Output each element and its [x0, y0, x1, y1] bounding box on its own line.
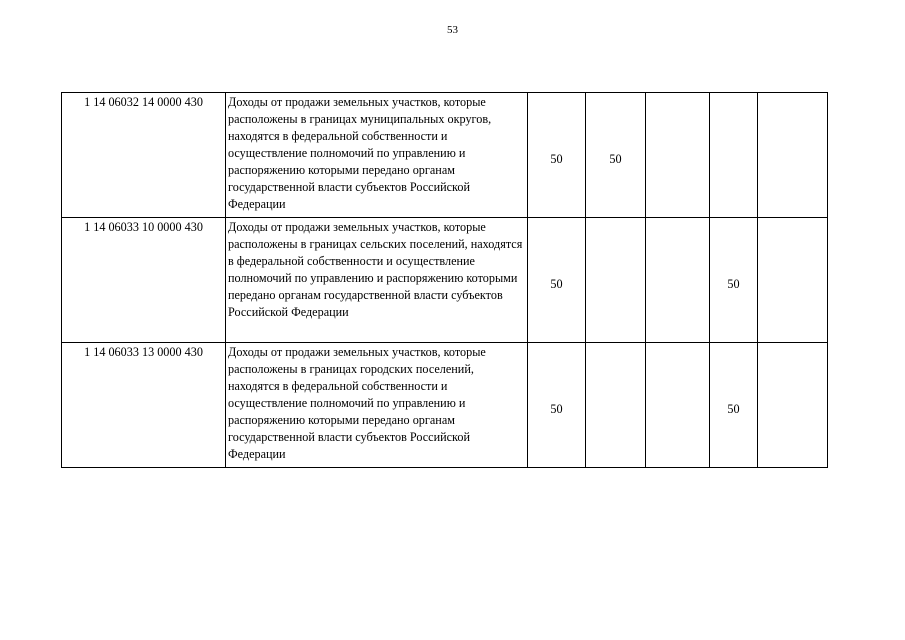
- value-cell-5: [758, 218, 828, 343]
- value-cell-5: [758, 343, 828, 468]
- value-cell-3: [646, 218, 710, 343]
- value-cell-4: 50: [710, 343, 758, 468]
- revenue-table: [61, 92, 828, 468]
- table-row: [62, 218, 828, 343]
- revenue-description-cell: Доходы от продажи земельных участков, которые расположены в границах муниципальных округов, находятся в федеральной собственности и осуществление полномочий по управлению и распоряжению которыми передано органам государственной власти субъектов Российской Федерации: [226, 93, 528, 218]
- value-cell-5: [758, 93, 828, 218]
- revenue-description-cell: Доходы от продажи земельных участков, которые расположены в границах городских поселений, находятся в федеральной собственности и осуществление полномочий по управлению и распоряжению которыми передано органам государственной власти субъектов Российской Федерации: [226, 343, 528, 468]
- value-cell-2: 50: [586, 93, 646, 218]
- value-cell-3: [646, 343, 710, 468]
- value-cell-2: [586, 343, 646, 468]
- revenue-code-cell: 1 14 06033 10 0000 430: [62, 218, 226, 343]
- page-number: 53: [447, 24, 458, 36]
- table-row: [62, 93, 828, 218]
- revenue-code-cell: 1 14 06032 14 0000 430: [62, 93, 226, 218]
- value-cell-4: [710, 93, 758, 218]
- value-cell-2: [586, 218, 646, 343]
- value-cell-1: 50: [528, 343, 586, 468]
- value-cell-4: 50: [710, 218, 758, 343]
- value-cell-1: 50: [528, 93, 586, 218]
- revenue-code-cell: 1 14 06033 13 0000 430: [62, 343, 226, 468]
- value-cell-3: [646, 93, 710, 218]
- value-cell-1: 50: [528, 218, 586, 343]
- table-row: [62, 343, 828, 468]
- revenue-description-cell: Доходы от продажи земельных участков, которые расположены в границах сельских поселений, находятся в федеральной собственности и осуществление полномочий по управлению и распоряжению которыми передано органам государственной власти субъектов Российской Федерации: [226, 218, 528, 343]
